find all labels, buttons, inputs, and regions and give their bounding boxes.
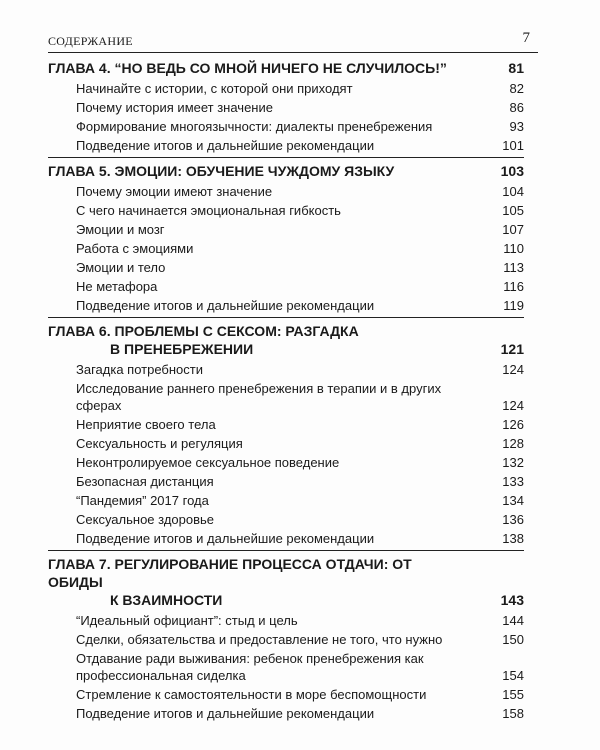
entry-page: 107 [502, 222, 524, 237]
entry-title: Стремление к самостоятельности в море беспомощности [76, 687, 427, 702]
entry-title: Сделки, обязательства и предоставление не того, что нужно [76, 632, 443, 647]
toc-entry[interactable] [48, 510, 524, 529]
toc-entry[interactable] [48, 529, 524, 548]
entry-title: “Пандемия” 2017 года [76, 493, 209, 508]
toc-entry[interactable] [48, 649, 524, 685]
entry-title: Подведение итогов и дальнейшие рекомендации [76, 138, 375, 153]
toc-entry[interactable] [48, 379, 524, 415]
chapter-title-line: ГЛАВА 6. ПРОБЛЕМЫ С СЕКСОМ: РАЗГАДКА [48, 323, 359, 339]
toc-entry[interactable] [48, 453, 524, 472]
toc-entry[interactable] [48, 434, 524, 453]
entry-page: 132 [502, 455, 524, 470]
chapter-heading[interactable] [48, 553, 524, 611]
page-number: 7 [522, 30, 530, 46]
chapter-title-line: ГЛАВА 7. РЕГУЛИРОВАНИЕ ПРОЦЕССА ОТДАЧИ: ОТ ОБИДЫ [48, 556, 412, 590]
entry-page: 124 [502, 398, 524, 413]
entry-title: Эмоции и мозг [76, 222, 165, 237]
toc-entry[interactable] [48, 201, 524, 220]
entry-title: Подведение итогов и дальнейшие рекомендации [76, 531, 375, 546]
toc-entry[interactable] [48, 491, 524, 510]
entry-page: 144 [502, 613, 524, 628]
chapter-5 [48, 160, 524, 318]
entry-title: Безопасная дистанция [76, 474, 214, 489]
chapter-title [48, 59, 468, 77]
chapter-6 [48, 320, 524, 551]
entry-page: 128 [502, 436, 524, 451]
entry-page: 113 [503, 260, 524, 275]
header-rule [48, 52, 538, 53]
toc-entry[interactable] [48, 472, 524, 491]
entry-title: Почему история имеет значение [76, 100, 273, 115]
chapter-page: 103 [500, 163, 524, 179]
chapter-4 [48, 57, 524, 158]
chapter-title-line: К ВЗАИМНОСТИ [110, 592, 223, 608]
entry-title: Подведение итогов и дальнейшие рекомендации [76, 706, 375, 721]
entry-page: 158 [502, 706, 524, 721]
toc-entry[interactable] [48, 79, 524, 98]
chapter-page: 143 [500, 592, 524, 608]
entry-title: Неконтролируемое сексуальное поведение [76, 455, 340, 470]
entry-title: Почему эмоции имеют значение [76, 184, 273, 199]
toc-entry[interactable] [48, 136, 524, 155]
toc-entry[interactable] [48, 182, 524, 201]
chapter-title [48, 555, 468, 609]
chapter-title-line: ГЛАВА 4. “НО ВЕДЬ СО МНОЙ НИЧЕГО НЕ СЛУЧИЛОСЬ!” [48, 60, 447, 76]
entry-title: Подведение итогов и дальнейшие рекомендации [76, 298, 375, 313]
entry-page: 116 [503, 279, 524, 294]
entry-title: Эмоции и тело [76, 260, 166, 275]
toc-entry[interactable] [48, 277, 524, 296]
entry-page: 150 [502, 632, 524, 647]
entry-title: “Идеальный официант”: стыд и цель [76, 613, 298, 628]
chapter-7 [48, 553, 524, 725]
entry-page: 133 [502, 474, 524, 489]
entry-page: 105 [502, 203, 524, 218]
chapter-page: 121 [500, 341, 524, 357]
entry-title: С чего начинается эмоциональная гибкость [76, 203, 341, 218]
toc-entry[interactable] [48, 258, 524, 277]
entry-page: 86 [509, 100, 524, 115]
chapter-heading[interactable] [48, 160, 524, 182]
entry-title: Неприятие своего тела [76, 417, 216, 432]
entry-title: Сексуальное здоровье [76, 512, 215, 527]
entry-title: Начинайте с истории, с которой они приходят [76, 81, 353, 96]
entry-title: Не метафора [76, 279, 158, 294]
entry-page: 101 [502, 138, 524, 153]
entry-page: 82 [509, 81, 524, 96]
toc-entry[interactable] [48, 704, 524, 723]
entry-page: 104 [502, 184, 524, 199]
toc-entry[interactable] [48, 415, 524, 434]
running-title: СОДЕРЖАНИЕ [48, 34, 133, 48]
toc-entry[interactable] [48, 117, 524, 136]
toc-entry[interactable] [48, 360, 524, 379]
chapter-heading[interactable] [48, 57, 524, 79]
entry-page: 110 [503, 241, 524, 256]
entry-title: Отдавание ради выживания: ребенок пренебрежения как профессиональная сиделка [76, 651, 424, 683]
toc-entry[interactable] [48, 630, 524, 649]
entry-page: 138 [502, 531, 524, 546]
chapter-title-line: ГЛАВА 5. ЭМОЦИИ: ОБУЧЕНИЕ ЧУЖДОМУ ЯЗЫКУ [48, 163, 395, 179]
entry-title: Формирование многоязычности: диалекты пренебрежения [76, 119, 433, 134]
entry-title: Сексуальность и регуляция [76, 436, 243, 451]
toc-entry[interactable] [48, 98, 524, 117]
entry-page: 119 [503, 298, 524, 313]
entry-page: 136 [502, 512, 524, 527]
entry-title: Работа с эмоциями [76, 241, 194, 256]
entry-page: 124 [502, 362, 524, 377]
entry-page: 126 [502, 417, 524, 432]
chapter-page: 81 [508, 60, 524, 76]
toc-entry[interactable] [48, 239, 524, 258]
chapter-title-line: В ПРЕНЕБРЕЖЕНИИ [110, 341, 254, 357]
entry-title: Исследование раннего пренебрежения в терапии и в других сферах [76, 381, 442, 413]
entry-page: 93 [509, 119, 524, 134]
toc-entry[interactable] [48, 296, 524, 315]
toc-entry[interactable] [48, 611, 524, 630]
entry-page: 154 [502, 668, 524, 683]
chapter-heading[interactable] [48, 320, 524, 360]
entry-page: 134 [502, 493, 524, 508]
chapter-title [48, 322, 468, 358]
chapter-title [48, 162, 468, 180]
toc-entry[interactable] [48, 685, 524, 704]
toc-entry[interactable] [48, 220, 524, 239]
entry-title: Загадка потребности [76, 362, 203, 377]
table-of-contents [48, 57, 524, 727]
entry-page: 155 [502, 687, 524, 702]
